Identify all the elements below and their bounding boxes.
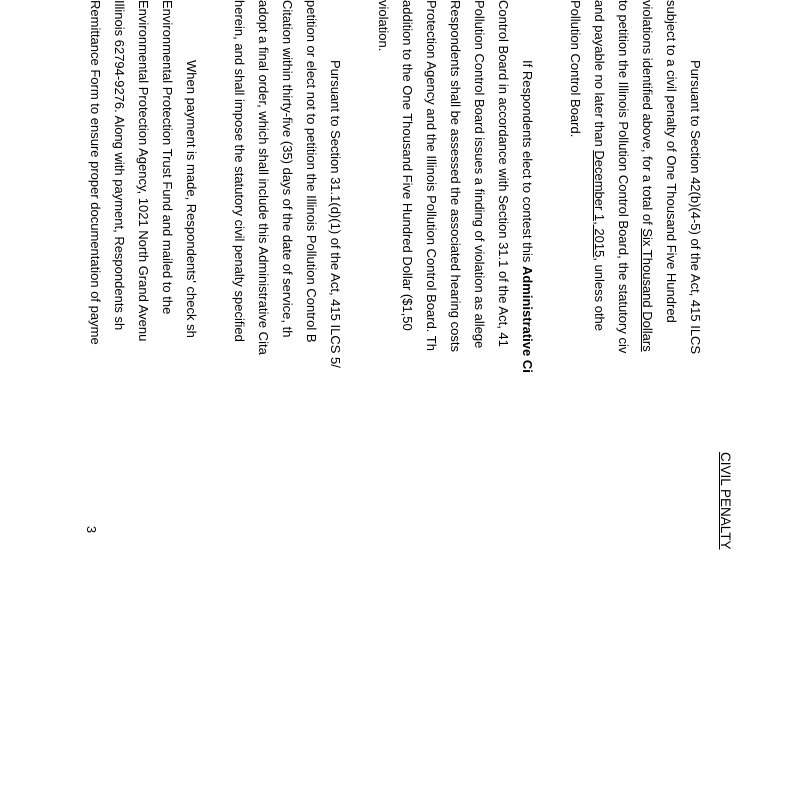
section-heading: CIVIL PENALTY <box>718 452 733 550</box>
line-text: Pursuant to Section 42(b)(4-5) of the Act, 415 ILCS <box>688 60 703 355</box>
line-text: Illinois 62794-9276. Along with payment, Respondents sh <box>112 0 127 331</box>
underlined-text: December 1, 2015 <box>592 150 607 258</box>
line-text: , unless othe <box>592 257 607 332</box>
line-text: Remittance Form to ensure proper documentation of payme <box>88 0 103 345</box>
line-text: When payment is made, Respondents' check sh <box>184 60 199 338</box>
line-text: and payable no later than <box>592 0 607 151</box>
line-text: petition or elect not to petition the Illinois Pollution Control B <box>304 0 319 343</box>
line-text: subject to a civil penalty of One Thousand Five Hundred <box>664 0 679 323</box>
line-text: addition to the One Thousand Five Hundred Dollar ($1,50 <box>400 0 415 331</box>
line-text: Respondents shall be assessed the associated hearing costs <box>448 0 463 352</box>
bold-text: Administrative Ci <box>520 265 535 373</box>
line-text: Control Board in accordance with Section 31.1 of the Act, 41 <box>496 0 511 347</box>
page-number: 3 <box>84 525 100 534</box>
line-text: Pursuant to Section 31.1(d)(1) of the Act, 415 ILCS 5/ <box>328 60 343 368</box>
underlined-text: Six Thousand Dollars <box>640 228 655 352</box>
line-text: If Respondents elect to contest this <box>520 60 535 266</box>
line-text: violations identified above, for a total of <box>640 0 655 229</box>
line-text: violation. <box>376 0 391 52</box>
line-text: Environmental Protection Agency, 1021 North Grand Avenu <box>136 0 151 342</box>
line-text: to petition the Illinois Pollution Control Board, the statutory civ <box>616 0 631 354</box>
line-text: Environmental Protection Trust Fund and mailed to the <box>160 0 175 315</box>
line-text: Citation within thirty-five (35) days of the date of service, th <box>280 0 295 338</box>
line-text: Pollution Control Board issues a finding of violation as allege <box>472 0 487 349</box>
line-text: herein, and shall impose the statutory civil penalty specified <box>232 0 247 342</box>
line-text: Pollution Control Board. <box>568 0 583 138</box>
line-text: Protection Agency and the Illinois Pollution Control Board. Th <box>424 0 439 351</box>
line-text: adopt a final order, which shall include this Administrative Cita <box>256 0 271 355</box>
